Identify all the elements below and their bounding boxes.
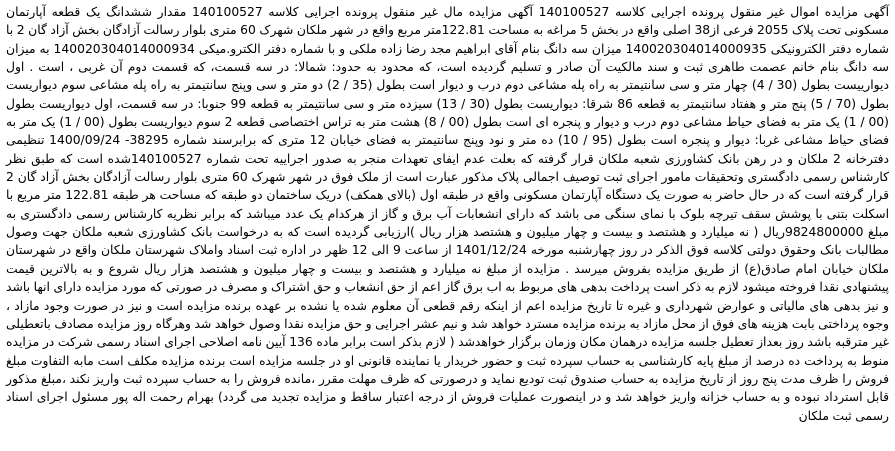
notice-body-text: آگهی مزایده اموال غیر منقول پرونده اجرایی کلاسه 140100527 آگهی مزایده مال غیر منقول پرونده اجرایی کلاسه 140100527 مقدار ششدانگ یک قطعه آپارتمان مسکونی تحت پلاک 2055 فرعی از38 اصلی واقع در بخش 5 مراغه به مساحت 122.81متر مربع واقع در شهر ملکان شهرک 60 متری بلوار رسالت آزادگان بخش آزاد گان 2 با شماره دفتر الکترونیکی 140020304014000935 میزان سه دانگ بنام آقای ابراهیم مجد رضا زاده ملکی و با شماره دفتر الکترو.میکی 140020304014000934 به میزان سه دانگ بنام خانم عصمت طاهری ثبت و سند مالکیت آن صادر و تسلیم گردیده است، که محدود به حدود: شمالا: در سه قسمت، که قسمت دوم آن غربی ، است . اول دیوارییست بطول (30 / 4) چهار متر و سی سانتیمتر به راه پله مشاعی دوم درب و دیوار است بطول (35 / 2) دو متر و سی وپنج سانتیمتر به راه پله مشاعی سوم دیواریست بطول (70 / 5) پنج متر و هفتاد سانتیمتر به قطعه 86 شرقا: دیواریست بطول (30 / 13) سیزده متر و سی سانتیمتر به قطعه 99 جنوبا: در سه قسمت، اول دیواریست بطول (00 / 1) یک متر به فضای حیاط مشاعی دوم درب و دیوار و پنجره ای است بطول (00 / 8) هشت متر به تراس اختصاصی قطعه 2 سوم دیواریست بطول (00 / 1) یک متر به فضای حیاط مشاعی غربا: دیوار و پنجره است بطول (95 / 10) ده متر و نود وپنج سانتیمتر به فضای خیابان 12 متری که برابرسند شماره 38295- 1400/09/24 تنظیمی دفترخانه 2 ملکان و در رهن بانک کشاورزی شعبه ملکان قرار گرفته که بعلت عدم ایفای تعهدات منجر به صدور اجراییه تحت شماره 140100527شده است که طبق نظر کارشناس رسمی دادگستری وتحقیقات مامور اجرای ثبت توصیف اجمالی پلاک مذکور عبارت است از ملک فوق در شهر شهرک 60 متری بلوار رسالت آزادگان بخش آزاد گان 2 قرار گرفته است که در حال حاضر به صورت یک دستگاه آپارتمان مسکونی واقع در طبقه اول (بالای همکف) دریک ساختمان دو طبقه که مساحت هر طبقه 122.81 متر مربع با اسکلت بتنی با پوشش سقف تیرچه بلوک با نمای سنگی می باشد که دارای انشعابات آب برق و گاز از هرکدام یک عدد میباشد که برابر نظریه کارشناس رسمی دادگستری به مبلغ 9824800000ریال ( نه میلیارد و هشتصد و بیست و چهار میلیون و هشتصد هزار ریال )ارزیابی گردیده است که به درخواست بانک کشاورزی شعبه ملکان جهت وصول مطالبات بانک وحقوق دولتی کلاسه فوق الذکر در روز چهارشنبه مورخه 1401/12/24 از ساعت 9 الی 12 ظهر در اداره ثبت اسناد واملاک شهرستان ملکان واقع در شهرستان ملکان خیابان امام صادق(ع) از طریق مزایده بفروش میرسد . مزایده از مبلغ نه میلیارد و هشتصد و بیست و چهار میلیون و هشتصد هزار ریال شروع و به بالاترین قیمت پیشنهادی نقدا فروخته میشود لازم به ذکر است پرداخت بدهی های مربوط به اب برق گاز اعم از حق انشعاب و حق اشتراک و مصرف در صورتی که مورد مزایده دارای انها باشد و نیز بدهی های مالیاتی و عوارض شهرداری و غیره تا تاریخ مزایده اعم از اینکه رقم قطعی آن معلوم شده یا نشده بر عهده برنده مزایده است و نیز در صورت وجود مازاد ، وجوه پرداختی بابت هزینه های فوق از محل مازاد به برنده مزایده مسترد خواهد شد و نیم عشر اجرایی و حق مزایده نقدا وصول خواهد شد وهرگاه روز مزایده مصادف باتعطیلی غیر مترقبه باشد روز بعداز تعطیل جلسه مزایده درهمان مکان وزمان برگزار خواهدشد ( لازم بذکر است برابر ماده 136 آیین نامه اصلاحی اجرای اسناد رسمی شرکت در مزایده منوط به پرداخت ده درصد از مبلغ پایه کارشناسی به حساب سپرده ثبت و حضور خریدار یا نماینده قانونی او در جلسه مزایده است برنده مزایده مکلف است مابه التفاوت مبلغ فروش را ظرف مدت پنج روز از تاریخ مزایده به حساب صندوق ثبت تودیع نماید و درصورتی که ظرف مهلت مقرر ،مانده فروش را به حساب سپرده ثبت واریز نکند ،مبلغ مذکور قابل استرداد نبوده و به حساب خزانه واریز خواهد شد و در اینصورت عملیات فروش از درجه اعتبار ساقط و مزایده تجدید می گردد) بهرام رحمت اله پور مسئول اجرای اسناد رسمی ثبت ملکان xyxy=(6,5,890,423)
